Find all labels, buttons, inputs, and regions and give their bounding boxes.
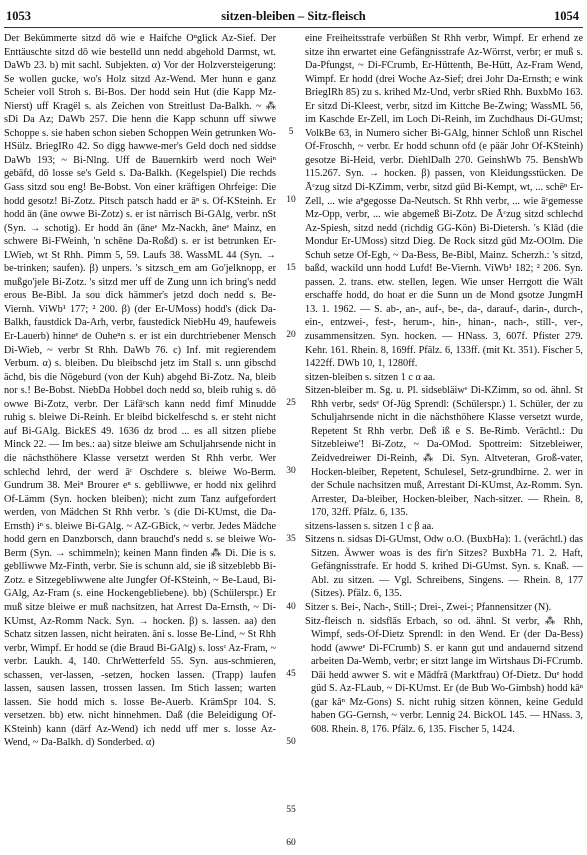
line-number: 45: [286, 669, 296, 679]
line-number: 30: [286, 466, 296, 476]
line-number: 60: [286, 838, 296, 848]
line-number: 55: [286, 805, 296, 815]
left-column-text: Der Bekümmerte sitzd dō wie e Haifche Oⁿglick Az-Sief. Der Enttäuschte sitzd dō wie bestelld unn nedd abgehold Darmst, wt. DaWb 23. b) mit sachl. Subjekten. α) Vor der Holzversteigerung: Se wollen gucke, wo's Holz sitzd Az-Wend. Mer hunn e ganz Scheier voll Stroh s. Bi-Bos. Der hodd sein Hut (die Kapp Mz-Nierst) uff Kragël s. als Zeichen von Streitlust Da-Balkh. ~ ⁂ sDi Da Az; DaWb 257. Die henn die Kapp schunn uff siwwe Schoppe s. sie haben schon sieben Schoppen Wein getrunken Wo-HSülz. BriegIRo 42. So digg hawwe-mer's Geld doch ned siddse DaWb 193; ~ Bi-Nlng. Uff de Bauernkirb werd noch Weiⁿ gebäfd, dō losse se's Geld s. Da-Balkh. (Kegelspiel) Die rechds Gass sitzd sou eng! Be-Bobst. Von einer kräftigen Ohrfeige: Die hodd gesotz! Bi-Zotz. Pitsch patsch hadd er āⁿ s. Of-KSteinh. Er hodd ān (āne owwe Bi-Zotz) s. er ist närrisch Bi-GAlg, verbr. nSt (Syn. → schotig). Er hodd ān (āneᵉ Mz-Nackh, āneᵉ Mainz, en schwere Bi-FWeinh, 'n schēne Da-Roßd) s. er ist betrunken Er-LWieb, wt St Rhh. Pimm 5, 59. Laufs 38. WassML 44 (Syn. → be-trinken; saufen). β) unpers. 's sitzsch_em am Go'jelknopp, er mußgo'jele Bi-Zotz. 's sitzd mer uff de Zung unn ich bring's nedd erous Be-Bibl. Ja sou dick hämmer's jetzd doch nedd s. Be-Viernh. ViWb¹ 177; ² 200. β) (der Er-UMoss) hodd's (dick Da-Balkh, faustdick Da-Arh, verbr, faustedick NiebHu 49, haufeweis Er-Lauerb) hinneᵉ de Ouheⁿn s. er ist ein durchtriebener Mensch Di-Wieb, ~ verbr St Rhh. DaWb 76. c) Inf. mit regierendem Verbum. α) s. bleiben. Du bleibschd jetz im Stall s. unn gibschd ächd, bis die Nögeburd (von der Kuh) abgehd Bi-Zotz. Na, bleib nor s.! Be-Bobst. NiebDa Hobbel doch nedd so, bleib ruhig s. dō owwe Bi-Zotz, verbr. Der Läfāᶜsch kann nedd fimf Minudde ruhig s. bleiwe Di-Reinh. Er bleibd bickelfeschd s. er steht nicht auf Bi-GAlg. BickES 49. 1636 dz brod ... es all sitzen pliebe Minck 22. — Im bes.: aa) sitze bleiwe am Schuljahrsende nicht in die nächsthöhere Klasse versetzt werden St Rhh verbr. Wer schlechd lehrd, der werd āᶜ Oschdere s. bleiwe Wo-Berm. Gundrum 38. Meiⁿ Brourer eⁿ s. geblliwwe, er hodd nix gelihrd Of-Lämm (Syn. hocken bleiben); nicht zum Tanz aufgefordert werden, von Mädchen St Rhh verbr. 's (die Di-KUmst, die Da-Ernsth) iⁿ s. bleiwe Bi-GAlg. ~ AZ-GBick, ~ verbr. Jedes Mädche hodd gern en Danzborsch, dann brauchd's nedd s. se bleiwe Wo-Berm (Syn. → schimmeln); keinen Mann finden ⁂ Di. Die is s. geblliwwe Mz-Finth, verbr. Sie is schunn ald, sie iß sitzeblebb Bi-Zotz. e Sitzegebliwwene alte Jungfer Of-KSteinh, ~ Be-Laud, Bi-GAlg, Az-Fram (s. eine Hockengebliebene). bb) (Schülerspr.) Er muß sitze bleiwe er muß nachsitzen, hat Arrest Da-Ernsth, ~ Di-KUmst, Az-Romm Nack. Syn. → hocken. β) s. lassen. aa) den Schatz sitzen lassen, nicht heiraten. āni s. losse Be-Lind, ~ St Rhh verbr, Wimpf. Er hodd se (die Braud Bi-GAlg) s. lossᶜ Az-Fram, ~ verbr. Laukh. 4, 140. ChrWetterfeld 55. Syn. aus-schmieren, schassen, ver-lassen, -setzen, hocken lassen. (Trapp) laufen lassen, sausen lassen, trossen lassen. Im Stich lassen; warten lassen. Sie hodd mich s. losse Be-Auerb. KrämSpr 104. S. versetzen. bb) etw. nicht hinnehmen. Daß (die Beleidigung Of-KSteinh) kann (därf Az-Wend) ich nedd uff mer s. losse Az-Wend, ~ Da-Balkh. d) Sonderbed. α): [4, 33, 276, 749]
dictionary-entry: Sitzer s. Bei-, Nach-, Still-; Drei-, Zwei-; Pfannensitzer (N).: [305, 601, 552, 613]
line-number: 50: [286, 737, 296, 747]
left-column: [4, 32, 276, 750]
line-number: 20: [286, 330, 296, 340]
running-head: sitzen-bleiben – Sitz-fleisch: [221, 9, 366, 23]
line-number: 15: [286, 263, 296, 273]
entry-continuation: eine Freiheitsstrafe verbüßen St Rhh verbr, Wimpf. Er erhend ze sitze ihn erwartet eine Gefängnisstrafe Az-Wörrst, verbr; er muß s. Da-Pfungst, ~ Di-FCrumb, Er-Hüttenth, Be-Hütt, Az-Fram Wend, Wimpf. Er hodd (drei Woche Az-Sief; drei Johr Da-Ernsth; e wink BriegIRh 85) zu s. krihed Mz-Und, verbr sRied Rhh. BuxbMo 163. Er sitzd Di-Kleest, verbr, sitzd im Kittche Be-Zwing; WassML 56, im Kaschde Er-Zell, im Loch Di-Reinh, im Zuchdhaus Di-GUmst; VolkBe 63, in Numero sicher Bi-GAlg, hinner Schloß unn Rischel Of-Froschh, ~ verbr. Er hodd schunn ofd (e päär Johr Of-KSteinh) gesotze Bi-Heid, verbr. DiehlDalh 270. GeinshWb 75. BenshWb 115.267. Syn. → hocken. β) passen, von Kleidungsstücken. De Āᶜzug sitzd Di-KZimm, verbr, sitzd güd Bi-Kempt, wt, ... schēⁿ Er-Zell, ... wie aⁿgegosse Da-Neutsch. St Rhh verbr, ... wie āᶜgemesse Mz-Opp, verbr, ... wie abgemeß Bi-Zotz. De Āᶜzug sitzd schlechd Az-Spiesh, sitzd nedd (richdig GG-Kön) Bi-Dietersh. 's Klād (die Mondur Er-UMoss) sitzd Dieg. De Rock sitzd güd Mz-OOlm. Die Schuh setze Of-Egb, ~ Da-Bess, Be-Bibl, Mainz. Scherzh.: 's sitzd, baßd, wackild unn hodd Lufd! Be-Viernh. ViWb¹ 182; ² 206. Syn. passen. 2. trans. etw. stellen, legen. Wie unser Herrgott die Wält erschaffe hodd, do hoat er die Sunn un de Mond gsotze JungmH 13. 1. 1962. — S. ab-, an-, auf-, be-, da-, darauf-, darin-, durch-, ein-, entzwei-, fest-, herum-, hin-, hinan-, nach-, still-, ver-, zusammensitzen. Syn. hocken. — HNass. 3, 607f. Pfister 279. Kehr. 161. Rhein. 8, 169ff. Pfälz. 6, 133ff. (mit Kt. 351). Fischer 5, 1422ff. DWb 10, 1, 1280ff.: [305, 33, 583, 370]
dictionary-entry: sitzen-bleiben s. sitzen 1 c α aa.: [305, 371, 436, 383]
dictionary-entry: sitzens-lassen s. sitzen 1 c β aa.: [305, 520, 434, 532]
line-number: 25: [286, 398, 296, 408]
dictionary-entry: Sitzen-bleiber m. Sg. u. Pl. sidsebläiwᵉ Di-KZimm, so od. ähnl. St Rhh verbr, sedsᵉ Of-Jüg Sprendl: (Schülerspr.) 1. Schüler, der zu Schuljahrsende nicht in die nächsthöhere Klasse versetzt wurde, Repetent St Rhh verbr. Deß iß e S. Be-Rimb. Verächtl.: Du Sitzebleiwe'! Bi-Zotz, ~ Da-OMod. Spottreim: Sitzebleiwer, Zeidvedreiwer Di-Reinh, ⁂ Di. Syn. Altveteran, Groß-vater, Hocken-bleiber, Repetent, Schulesel, Setz-grundbirne. 2. wer in der Schule nachsitzen muß, Arrestant Di-KUmst, Az-Romm. Syn. Arrester, Da-bleiber, Hocken-bleiber, Nach-sitzer. — Rhein. 8, 170, 32ff. Pfälz. 6, 135.: [305, 385, 583, 519]
page-number-right: 1054: [554, 9, 579, 23]
line-number: 40: [286, 602, 296, 612]
line-number: 10: [286, 195, 296, 205]
dictionary-entry: Sitzens n. sidsas Di-GUmst, Odw o.O. (BuxbHa): 1. (verächtl.) das Sitzen. Äwwer woas is des fir'n Sitzes? BuxbHa 71. 2. Haft, Gefängnisstrafe. Er hodd S. krihed Di-GUmst. Syn. s. Knaß. — Abl. zu sitzen. — Vgl. Schreibens, Singens. — Rhein. 8, 177 (Sitzes). Pfälz. 6, 135.: [305, 534, 583, 600]
page-number-left: 1053: [6, 9, 31, 23]
dictionary-entry: Sitz-fleisch n. sidsflās Erbach, so od. ähnl. St verbr, ⁂ Rhh, Wimpf, seds-Of-Dietz Sprendl: in den Wend. Er (der Da-Bess) hodd (awweᵉ Di-FCrumb) S. er kann gut und andauernd sitzend arbeiten Da-Wemb, verbr; er sitzt lange im Wirtshaus Di-FCrumb. Dāi hedd awwer S. wit e Mādfrā (Marktfrau) Of-Dietz. Duᵉ hodd güd S. Az-FLaub, ~ Di-KUmst. Er (de Bub Wo-Gimbsh) hodd kāⁿ (gar kāⁿ Mz-Gons) S. nicht ruhig sitzen können, keine Geduld haben GG-Gernsh, ~ verbr. Lennig 24. BickOL 145. — HNass. 3, 608. Rhein. 8, 176. Pfälz. 6, 135. Fischer 5, 1424.: [305, 615, 583, 735]
line-number: 35: [286, 534, 296, 544]
header-rule: [4, 27, 583, 28]
right-column: [305, 32, 583, 736]
page-header: [0, 9, 587, 25]
line-number: 5: [288, 127, 294, 137]
